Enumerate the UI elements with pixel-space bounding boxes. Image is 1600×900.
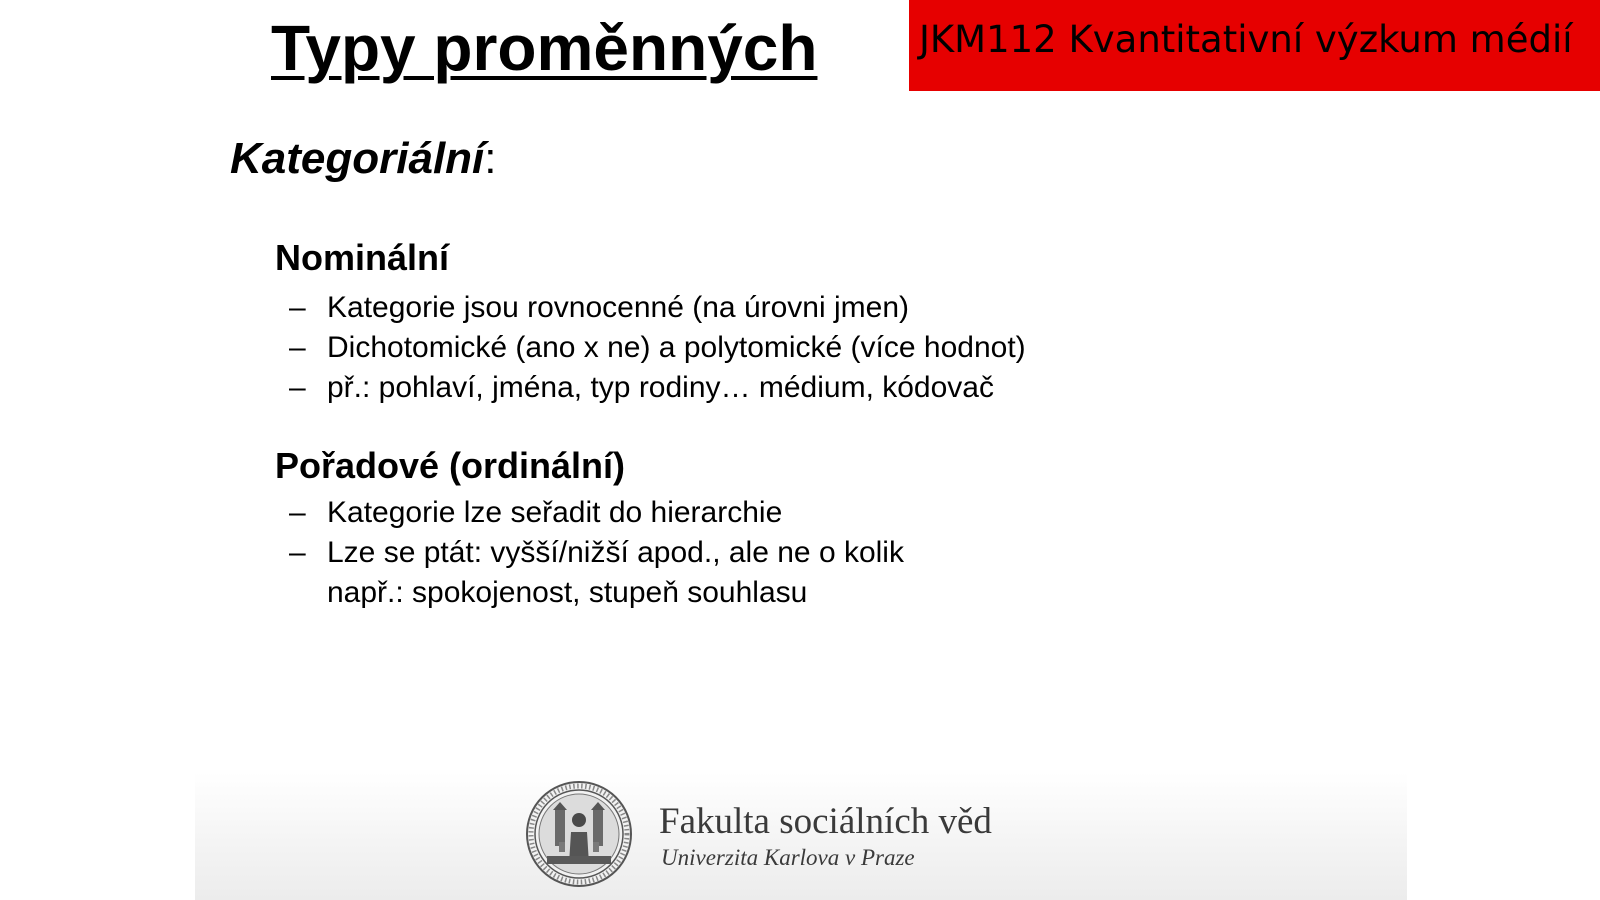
- list-item: [289, 533, 904, 573]
- list-item-text: Lze se ptát: vyšší/nižší apod., ale ne o kolik: [327, 536, 904, 569]
- section-heading-colon: :: [484, 134, 497, 183]
- list-item: [289, 328, 1026, 368]
- course-banner-text: JKM112 Kvantitativní výzkum médií: [919, 18, 1573, 61]
- slide-title: Typy proměnných: [271, 12, 818, 84]
- group-heading-nominal: Nominální: [275, 237, 450, 278]
- university-name: Univerzita Karlova v Praze: [661, 845, 915, 870]
- bullet-dash: –: [289, 536, 306, 569]
- university-seal-icon: [525, 780, 633, 888]
- section-heading-label: Kategoriální: [230, 134, 485, 183]
- list-item-continuation: [289, 573, 807, 613]
- bullet-dash: –: [289, 496, 306, 529]
- section-heading: [230, 132, 497, 186]
- group-heading-ordinal: Pořadové (ordinální): [275, 445, 626, 486]
- list-item-text: např.: spokojenost, stupeň souhlasu: [327, 576, 808, 609]
- faculty-name: Fakulta sociálních věd: [659, 801, 992, 842]
- list-item-text: Kategorie lze seřadit do hierarchie: [327, 496, 783, 529]
- bullet-dash: –: [289, 291, 306, 324]
- list-item-text: Kategorie jsou rovnocenné (na úrovni jmen): [327, 291, 909, 324]
- list-item: [289, 493, 782, 533]
- bullet-dash: –: [289, 331, 306, 364]
- list-item: [289, 368, 994, 408]
- course-banner: [909, 0, 1600, 91]
- list-item-text: Dichotomické (ano x ne) a polytomické (více hodnot): [327, 331, 1026, 364]
- bullet-dash: –: [289, 371, 306, 404]
- list-item-text: př.: pohlaví, jména, typ rodiny… médium, kódovač: [327, 371, 994, 404]
- list-item: [289, 288, 909, 328]
